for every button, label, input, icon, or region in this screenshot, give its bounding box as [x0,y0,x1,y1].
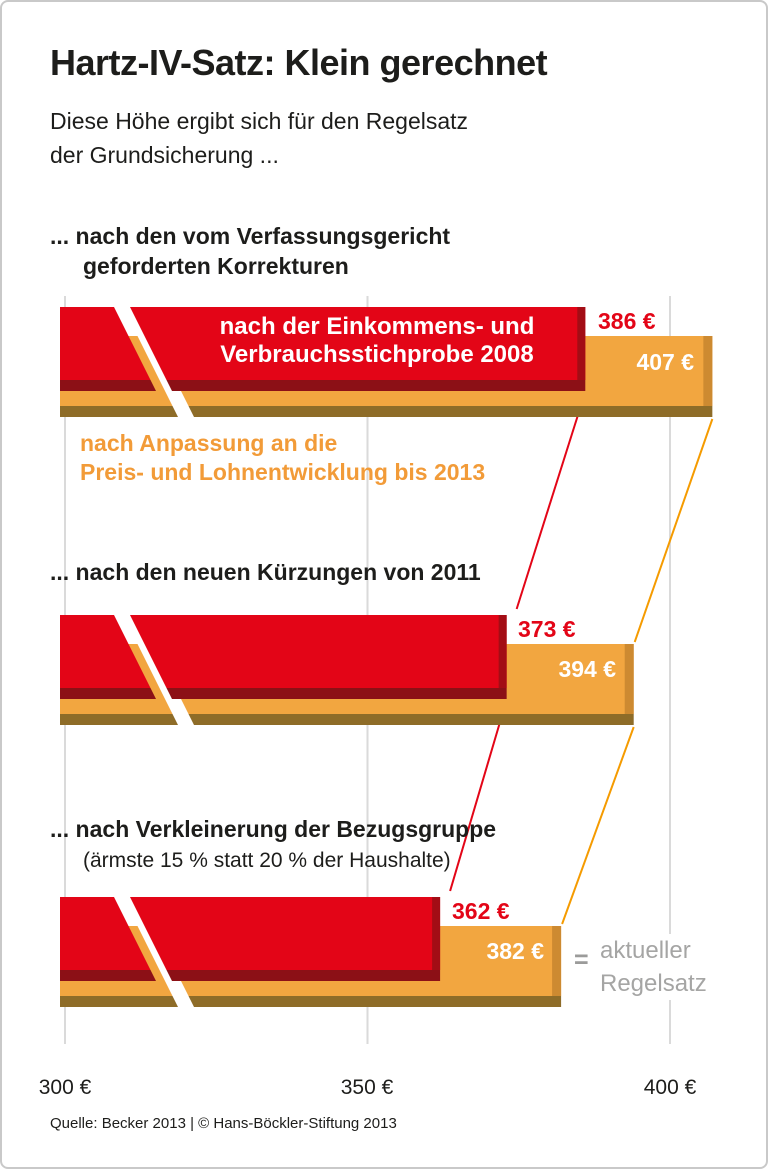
x-axis-tick-300: 300 € [38,1076,92,1099]
orange-bar-stub-shadow [60,406,178,417]
group-3-red-value: 362 € [452,898,510,924]
red-series-legend-line-2: Verbrauchsstichprobe 2008 [220,341,534,368]
red-series-legend-line-1: nach der Einkommens- und [219,313,535,340]
equals-sign: = [574,946,589,974]
subtitle-line-2: der Grundsicherung ... [50,142,279,168]
red-bar-stub-shadow [60,688,156,699]
x-axis-tick-400: 400 € [643,1076,697,1099]
orange-bar-end-bevel [703,336,712,406]
red-series-legend [177,313,577,369]
group-3-heading-note: (ärmste 15 % statt 20 % der Haushalte) [83,849,451,872]
current-rate-line-2: Regelsatz [600,970,707,997]
group-3-orange-value: 382 € [486,938,544,964]
page-title: Hartz-IV-Satz: Klein gerechnet [50,42,548,83]
red-bar-stub-shadow [60,380,156,391]
orange-connector-line [635,419,713,642]
red-bar-shadow [167,380,586,391]
orange-bar-shadow [189,714,634,725]
current-rate-line-1: aktueller [600,937,691,964]
source-credit: Quelle: Becker 2013 | © Hans-Böckler-Stiftung 2013 [50,1115,397,1132]
group-1-red-value: 386 € [598,308,656,334]
group-2-orange-value: 394 € [558,656,616,682]
orange-bar-shadow [189,996,562,1007]
group-2-red-value: 373 € [518,616,576,642]
current-rate-annotation [597,934,710,1000]
red-bar-stub-shadow [60,970,156,981]
orange-series-legend [80,429,485,487]
orange-series-legend-line-1: nach Anpassung an die [80,430,338,456]
orange-bar-stub-shadow [60,714,178,725]
orange-series-legend-line-2: Preis- und Lohnentwicklung bis 2013 [80,459,486,485]
x-axis-tick-350: 350 € [340,1076,394,1099]
group-3-heading [50,814,496,876]
group-1-heading-line-1: ... nach den vom Verfassungsgericht [50,223,451,249]
red-bar-shadow [167,688,507,699]
group-2-heading: ... nach den neuen Kürzungen von 2011 [50,559,481,585]
orange-bar-end-bevel [552,926,561,996]
red-bar [130,615,507,688]
chart-subtitle [50,104,468,172]
group-1-heading-line-2: geforderten Korrekturen [83,253,349,279]
group-3-heading-line-1: ... nach Verkleinerung der Bezugsgruppe [50,816,497,842]
group-1-heading [50,221,450,281]
orange-bar-end-bevel [625,644,634,714]
subtitle-line-1: Diese Höhe ergibt sich für den Regelsatz [50,108,469,134]
red-bar [130,897,440,970]
red-bar-shadow [167,970,441,981]
red-connector-line [517,395,585,609]
group-1-orange-value: 407 € [636,349,694,375]
orange-bar-stub-shadow [60,996,178,1007]
orange-bar-shadow [189,406,713,417]
orange-connector-line [562,727,634,924]
